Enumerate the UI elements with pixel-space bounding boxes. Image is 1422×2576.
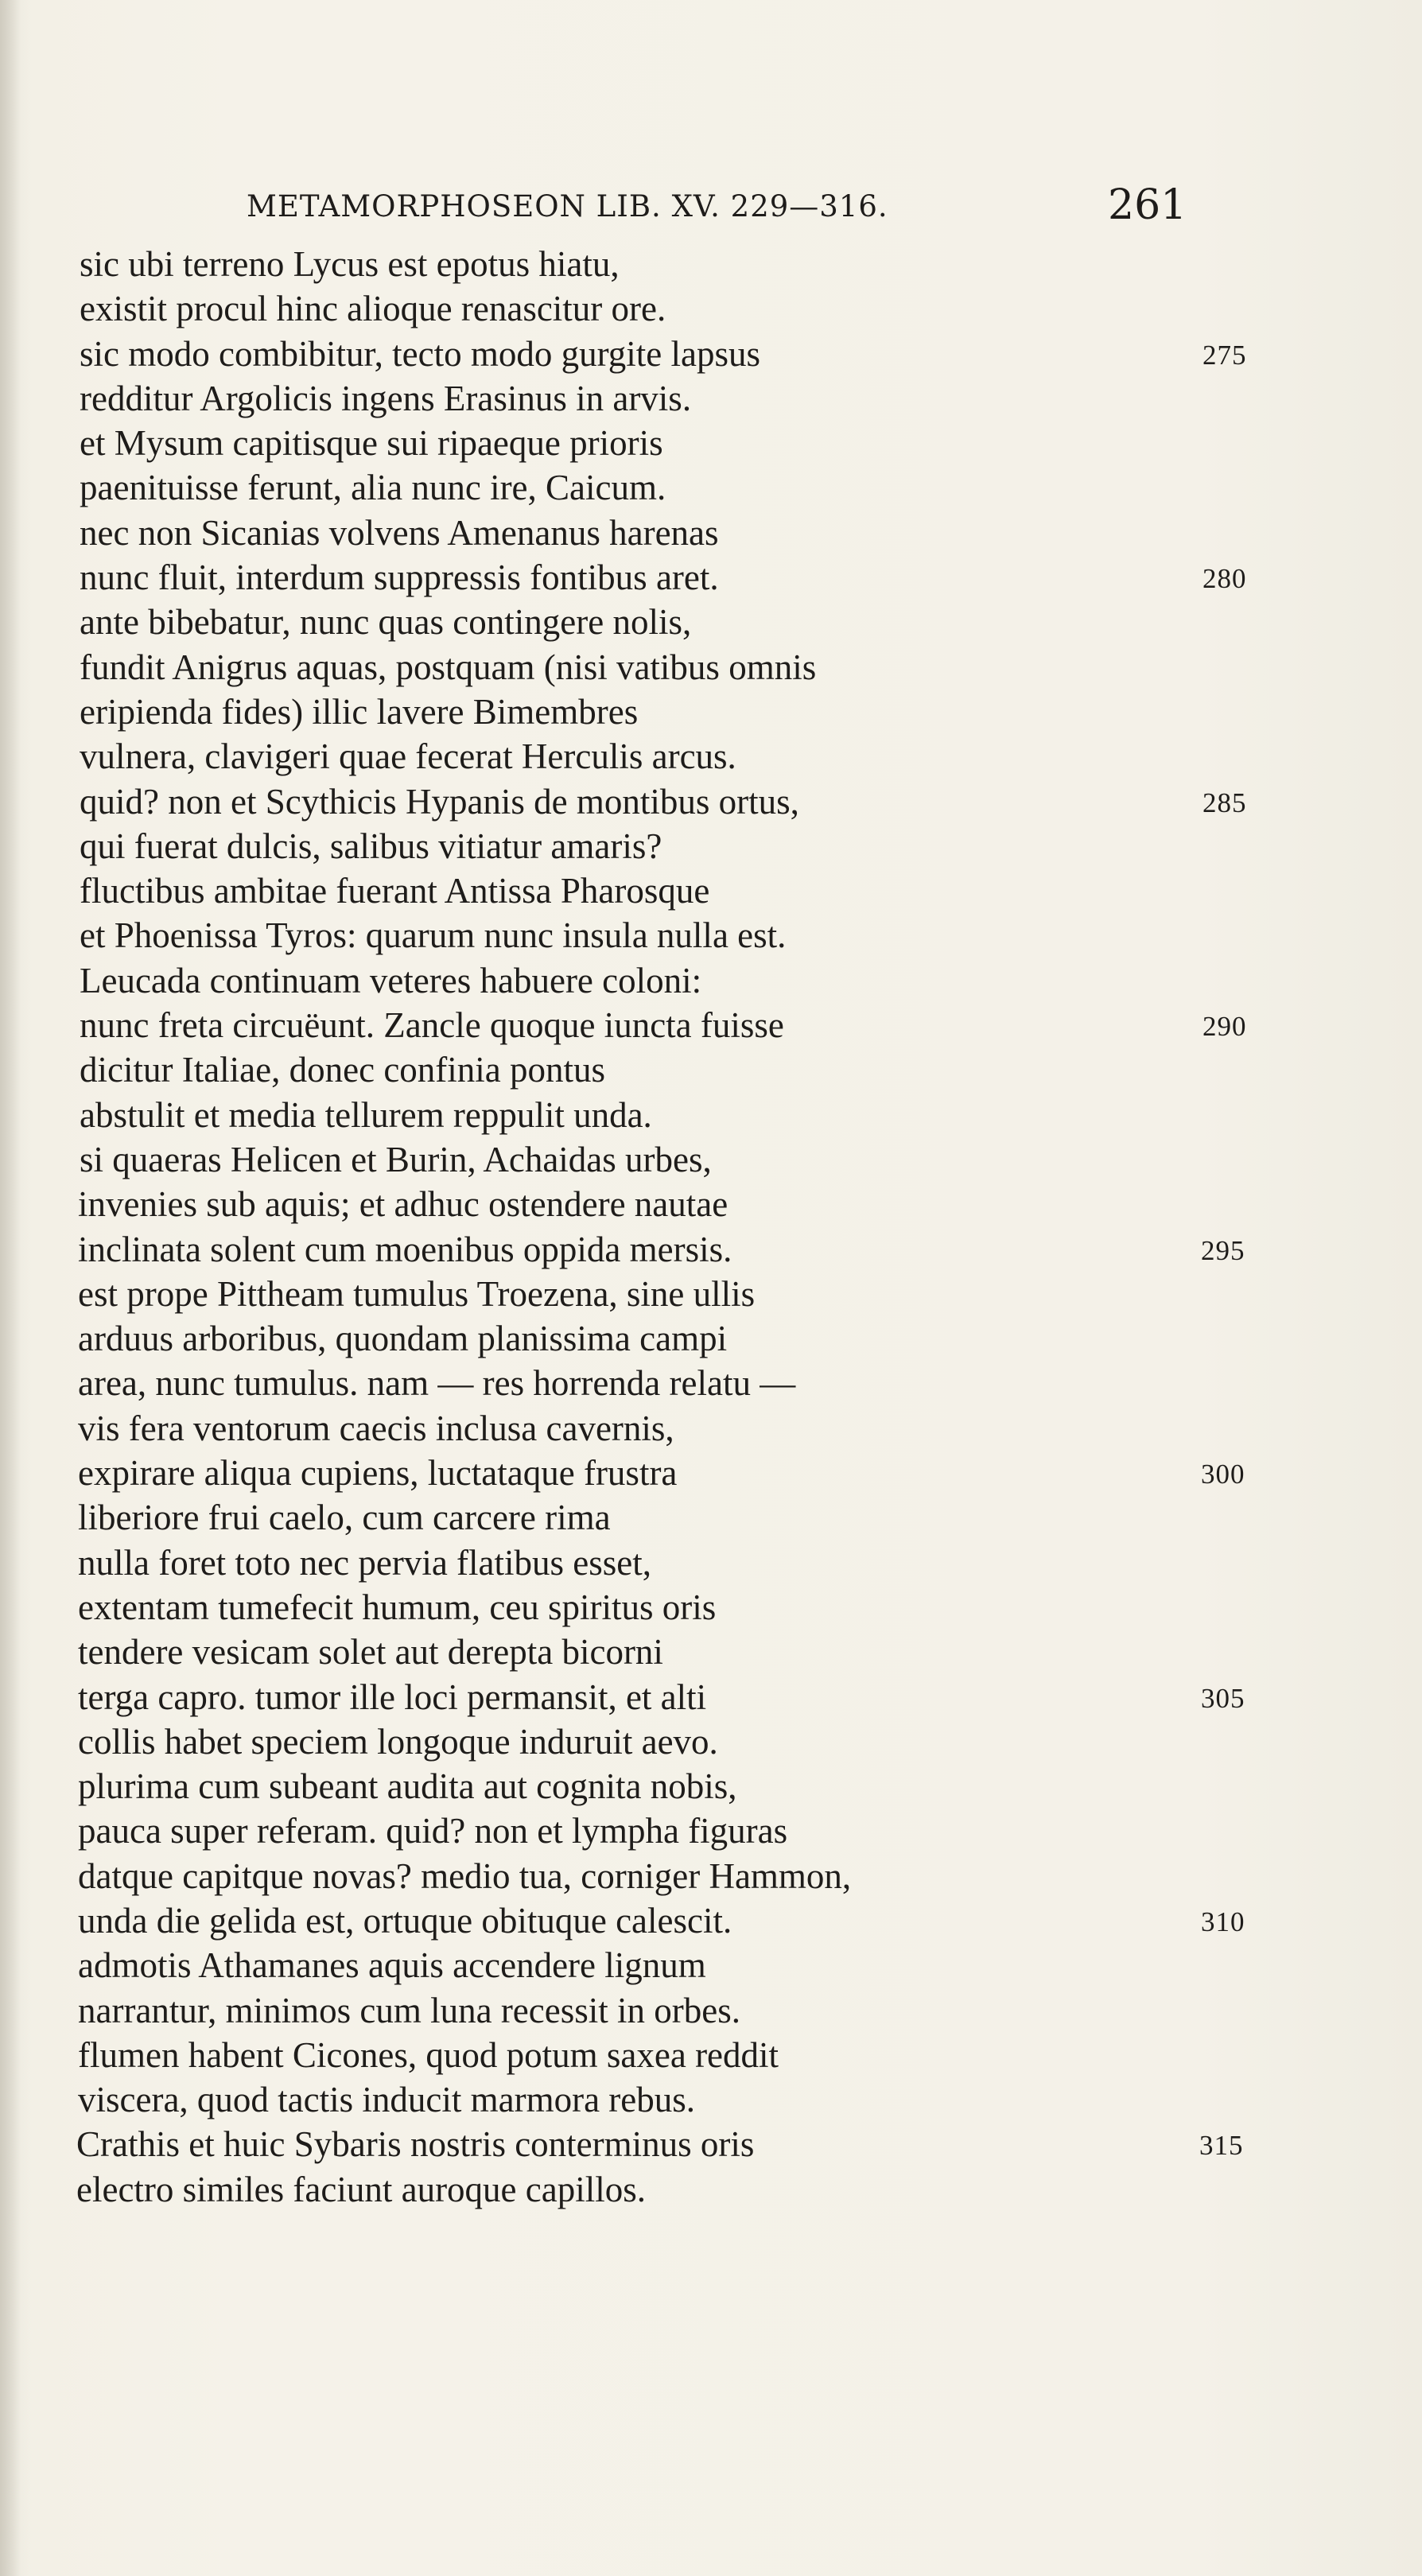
verse-line [78, 1182, 1303, 1226]
line-number: 300 [1201, 1459, 1245, 1490]
verse-text: liberiore frui caelo, cum carcere rima [78, 1498, 611, 1538]
verse-text: sic ubi terreno Lycus est epotus hiatu, [80, 244, 620, 284]
running-title: METAMORPHOSEON LIB. XV. 229—316. [247, 189, 888, 223]
line-number: 290 [1202, 1011, 1247, 1043]
verse-line [80, 690, 1304, 734]
verse-line [80, 1093, 1304, 1137]
verse-text: Crathis et huic Sybaris nostris conterminus oris [76, 2124, 755, 2165]
verse-line [80, 645, 1304, 690]
verse-text: fluctibus ambitae fuerant Antissa Pharosque [80, 871, 710, 911]
binding-gutter [0, 0, 21, 2576]
verse-line [78, 1541, 1303, 1585]
verse-line [80, 958, 1304, 1003]
verse-text: viscera, quod tactis inducit marmora rebus. [78, 2080, 696, 2120]
verse-text: fundit Anigrus aquas, postquam (nisi vatibus omnis [80, 647, 817, 687]
verse-text: unda die gelida est, ortuque obituque calescit. [78, 1900, 732, 1941]
verse-text: arduus arboribus, quondam planissima campi [78, 1319, 728, 1359]
line-number: 285 [1202, 787, 1247, 818]
verse-text: tendere vesicam solet aut derepta bicorni [78, 1632, 663, 1673]
verse-text: Leucada continuam veteres habuere coloni: [80, 960, 702, 1000]
verse-line [78, 1495, 1303, 1540]
verse-line [78, 1316, 1303, 1361]
verse-line [80, 600, 1304, 644]
verse-text: paenituisse ferunt, alia nunc ire, Caicum. [80, 468, 666, 508]
verse-line [80, 465, 1304, 510]
verse-line [80, 868, 1304, 913]
verse-text: vulnera, clavigeri quae fecerat Herculis arcus. [80, 736, 736, 777]
verse-text: nunc freta circuëunt. Zancle quoque iuncta fuisse [80, 1005, 784, 1046]
line-number: 310 [1201, 1906, 1245, 1937]
verse-text: nunc fluit, interdum suppressis fontibus aret. [80, 558, 719, 598]
verse-text: nec non Sicanias volvens Amenanus harenas [80, 512, 719, 553]
verse-text: narrantur, minimos cum luna recessit in orbes. [78, 1990, 740, 2030]
verse-line [78, 1988, 1303, 2033]
verse-line [78, 1764, 1303, 1809]
verse-text: eripienda fides) illic lavere Bimembres [80, 691, 639, 732]
verse-line [78, 1943, 1303, 1987]
verse-line [78, 1675, 1303, 1719]
verse-line [80, 555, 1304, 600]
verse-text: collis habet speciem longoque induruit aevo. [78, 1721, 718, 1762]
verse-line [78, 1898, 1303, 1943]
verse-line [78, 2077, 1303, 2122]
page-number: 261 [1108, 181, 1187, 229]
verse-text: qui fuerat dulcis, salibus vitiatur amaris? [80, 826, 662, 866]
verse-line [78, 1854, 1303, 1898]
verse-text: ante bibebatur, nunc quas contingere nolis, [80, 602, 692, 643]
verse-line [78, 1361, 1303, 1405]
verse-text: est prope Pittheam tumulus Troezena, sine ullis [78, 1273, 756, 1314]
verse-line [80, 1003, 1304, 1047]
verse-line [78, 1585, 1303, 1630]
verse-line [80, 913, 1304, 958]
verse-text: quid? non et Scythicis Hypanis de montibus ortus, [80, 781, 799, 822]
page-header [247, 181, 1185, 237]
verse-text: datque capitque novas? medio tua, corniger Hammon, [78, 1855, 852, 1896]
line-number: 275 [1202, 339, 1247, 371]
verse-text: electro similes faciunt auroque capillos. [76, 2169, 647, 2209]
verse-line [80, 286, 1304, 331]
verse-line [78, 1719, 1303, 1764]
verse-text: nulla foret toto nec pervia flatibus esset, [78, 1542, 652, 1583]
verse-line [76, 2167, 1301, 2212]
line-number: 305 [1201, 1682, 1245, 1714]
verse-text: area, nunc tumulus. nam — res horrenda relatu — [78, 1363, 796, 1404]
verse-text: existit procul hinc alioque renascitur ore. [80, 289, 666, 329]
verse-line [80, 376, 1304, 421]
verse-text: inclinata solent cum moenibus oppida mersis. [78, 1229, 732, 1269]
verse-line [80, 332, 1304, 376]
verse-text: flumen habent Cicones, quod potum saxea reddit [78, 2034, 779, 2075]
verse-line [78, 1451, 1303, 1495]
verse-text: admotis Athamanes aquis accendere lignum [78, 1945, 706, 1986]
verse-text: si quaeras Helicen et Burin, Achaidas urbes, [80, 1139, 712, 1179]
verse-line [80, 242, 1304, 286]
verse-line [78, 1272, 1303, 1316]
verse-line [80, 779, 1304, 824]
verse-line [80, 824, 1304, 868]
verse-text: et Phoenissa Tyros: quarum nunc insula nulla est. [80, 915, 787, 956]
verse-text: vis fera ventorum caecis inclusa cavernis, [78, 1408, 674, 1448]
verse-line [80, 1047, 1304, 1092]
verse-line [80, 1137, 1304, 1182]
verse-line [78, 2033, 1303, 2077]
verse-line [76, 2122, 1301, 2166]
verse-line [80, 421, 1304, 465]
verse-line [80, 511, 1304, 555]
verse-text: et Mysum capitisque sui ripaeque prioris [80, 423, 663, 464]
verse-text: redditur Argolicis ingens Erasinus in arvis. [80, 378, 692, 418]
verse-text: terga capro. tumor ille loci permansit, et alti [78, 1677, 707, 1717]
verse-text: dicitur Italiae, donec confinia pontus [80, 1050, 606, 1090]
verse-line [80, 734, 1304, 779]
line-number: 280 [1202, 563, 1247, 595]
verse-line [78, 1630, 1303, 1674]
verse-line [78, 1809, 1303, 1853]
line-number: 295 [1201, 1234, 1245, 1266]
verse-text: pauca super referam. quid? non et lympha figuras [78, 1811, 788, 1851]
verse-line [78, 1406, 1303, 1451]
verse-text: abstulit et media tellurem reppulit unda. [80, 1094, 652, 1135]
verse-text: invenies sub aquis; et adhuc ostendere nautae [78, 1184, 728, 1225]
verse-text: plurima cum subeant audita aut cognita nobis, [78, 1766, 737, 1807]
verse-line [78, 1227, 1303, 1272]
line-number: 315 [1199, 2130, 1244, 2162]
verse-block [78, 242, 1303, 2212]
verse-text: expirare aliqua cupiens, luctataque frustra [78, 1453, 678, 1494]
verse-text: extentam tumefecit humum, ceu spiritus oris [78, 1587, 717, 1627]
verse-text: sic modo combibitur, tecto modo gurgite lapsus [80, 333, 761, 374]
